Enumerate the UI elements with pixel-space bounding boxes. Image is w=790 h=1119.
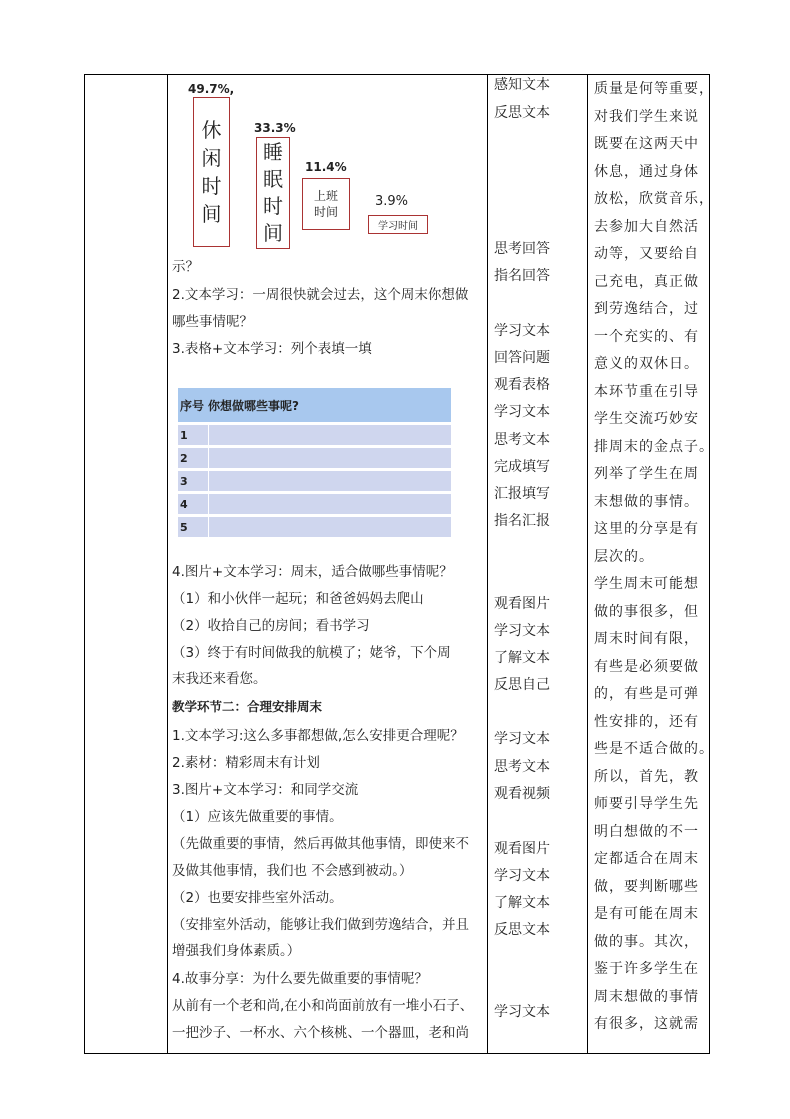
- note-line: 对我们学生来说: [594, 108, 699, 125]
- text-line: 末我还来看您。: [172, 671, 267, 687]
- activity-label: 观看表格: [494, 377, 550, 393]
- note-line: 休息，通过身体: [594, 163, 699, 180]
- note-line: 周末时间有限，: [594, 631, 699, 647]
- note-line: 的，有些是可弹: [594, 686, 699, 702]
- pct-sleep: 33.3%: [254, 121, 296, 135]
- text-line: 增强我们身体素质。）: [172, 943, 301, 959]
- activity-label: 反思文本: [494, 922, 550, 938]
- design-notes: [594, 76, 714, 1039]
- note-line: 性安排的，还有: [594, 713, 699, 730]
- activity-label: 学习文本: [494, 731, 550, 747]
- note-line: 做的事。其次，: [594, 933, 699, 950]
- text-line: （先做重要的事情，然后再做其他事情，即使来不: [172, 836, 469, 852]
- note-line: 既要在这两天中: [594, 136, 699, 152]
- note-line: 层次的。: [594, 548, 654, 565]
- activity-label: 学习文本: [494, 323, 550, 339]
- note-line: 一个充实的、有: [594, 328, 699, 345]
- text-line: （3）终于有时间做我的航模了；姥爷，下个周: [172, 645, 451, 661]
- text-line: 哪些事情呢？: [172, 314, 253, 330]
- note-line: 有些是必须要做: [594, 658, 699, 675]
- text-line: 3.表格+文本学习：列个表填一填: [172, 341, 372, 357]
- note-line: 师要引导学生先: [594, 796, 699, 812]
- note-line: 是有可能在周末: [594, 906, 699, 922]
- note-line: 末想做的事情。: [594, 493, 699, 510]
- note-line: 些是不适合做的。: [594, 741, 714, 757]
- pct-study: 3.9%: [375, 194, 409, 209]
- todo-table-header: [178, 388, 451, 422]
- note-line: 做，要判断哪些: [594, 878, 699, 895]
- note-line: 定都适合在周末: [594, 851, 699, 867]
- note-line: 质量是何等重要，: [594, 81, 714, 97]
- todo-row: [178, 448, 451, 468]
- note-line: 做的事很多，但: [594, 603, 699, 620]
- todo-row: [178, 494, 451, 514]
- note-line: 己充电，真正做: [594, 273, 699, 290]
- todo-row: [178, 517, 451, 537]
- activity-label: 学习文本: [494, 868, 550, 884]
- text-line: 2.素材：精彩周末有计划: [172, 755, 320, 771]
- activity-label: 了解文本: [494, 895, 550, 911]
- note-line: 明白想做的不一: [594, 823, 699, 840]
- note-line: 周末想做的事情: [594, 988, 699, 1005]
- activity-label: 学习文本: [494, 623, 550, 639]
- note-line: 所以，首先，教: [594, 768, 699, 785]
- note-line: 列举了学生在周: [594, 466, 699, 482]
- box-study: 学习时间: [368, 215, 428, 234]
- text-line: 4.故事分享：为什么要先做重要的事情呢？: [172, 971, 428, 987]
- activity-label: 了解文本: [494, 650, 550, 666]
- activity-label: 观看图片: [494, 596, 550, 612]
- note-line: 有很多，这就需: [594, 1016, 699, 1032]
- todo-table: [178, 388, 451, 537]
- column-divider: [487, 75, 488, 1053]
- row-index: 2: [180, 451, 188, 465]
- section-title: 教学环节二：合理安排周末: [172, 699, 323, 714]
- row-index: 3: [180, 474, 188, 488]
- activity-label: 完成填写: [494, 459, 550, 475]
- note-line: 这里的分享是有: [594, 521, 699, 537]
- column-divider: [167, 75, 168, 1053]
- activity-label: 观看图片: [494, 841, 550, 857]
- note-line: 到劳逸结合，过: [594, 301, 699, 317]
- activity-label: 感知文本: [494, 77, 550, 93]
- text-line: 及做其他事情，我们也 不会感到被动。）: [172, 863, 413, 879]
- note-line: 鉴于许多学生在: [594, 961, 699, 977]
- todo-row: [178, 425, 451, 445]
- activity-label: 指名汇报: [494, 513, 550, 529]
- activity-label: 思考回答: [494, 241, 550, 257]
- activity-label: 思考文本: [494, 759, 550, 775]
- column-divider: [587, 75, 588, 1053]
- row-index: 4: [180, 497, 188, 511]
- box-sleep: 睡 眠 时 间: [256, 137, 290, 249]
- text-line: 3.图片+文本学习：和同学交流: [172, 782, 359, 798]
- box-work: 上班 时间: [302, 178, 350, 230]
- note-line: 本环节重在引导: [594, 383, 699, 400]
- activity-label: 学习文本: [494, 1004, 550, 1020]
- activity-label: 反思自己: [494, 677, 550, 693]
- note-line: 排周末的金点子。: [594, 438, 714, 455]
- todo-row: [178, 471, 451, 491]
- text-line: （1）应该先做重要的事情。: [172, 809, 343, 825]
- row-index: 5: [180, 520, 188, 534]
- activity-label: 观看视频: [494, 786, 550, 802]
- header-todo: 你想做哪些事呢?: [208, 398, 299, 413]
- header-index: 序号: [180, 398, 205, 413]
- note-line: 动等，又要给自: [594, 246, 699, 262]
- activity-label: 回答问题: [494, 350, 550, 366]
- text-line: 示？: [172, 259, 199, 275]
- activity-label: 指名回答: [494, 268, 550, 284]
- text-line: 2.文本学习：一周很快就会过去，这个周末你想做: [172, 287, 469, 303]
- activity-label: 思考文本: [494, 432, 550, 448]
- activity-label: 反思文本: [494, 105, 550, 121]
- pct-work: 11.4%: [305, 160, 347, 174]
- text-line: 从前有一个老和尚,在小和尚面前放有一堆小石子、: [172, 998, 474, 1014]
- text-line: 1.文本学习:这么多事都想做,怎么安排更合理呢？: [172, 728, 464, 744]
- box-leisure: 休 闲 时 间: [193, 97, 230, 247]
- pct-leisure: 49.7%,: [188, 82, 235, 96]
- text-line: 4.图片+文本学习：周末，适合做哪些事情呢？: [172, 564, 453, 580]
- activity-label: 汇报填写: [494, 486, 550, 502]
- row-index: 1: [180, 428, 188, 442]
- text-line: （2）收拾自己的房间；看书学习: [172, 618, 370, 634]
- note-line: 学生周末可能想: [594, 576, 699, 592]
- note-line: 意义的双休日。: [594, 356, 699, 372]
- note-line: 去参加大自然活: [594, 218, 699, 235]
- text-line: （1）和小伙伴一起玩；和爸爸妈妈去爬山: [172, 591, 424, 607]
- activity-label: 学习文本: [494, 404, 550, 420]
- text-line: （安排室外活动，能够让我们做到劳逸结合，并且: [172, 917, 469, 933]
- note-line: 放松，欣赏音乐，: [594, 191, 714, 207]
- note-line: 学生交流巧妙安: [594, 411, 699, 427]
- text-line: （2）也要安排些室外活动。: [172, 890, 343, 906]
- text-line: 一把沙子、一杯水、六个核桃、一个器皿，老和尚: [172, 1025, 469, 1041]
